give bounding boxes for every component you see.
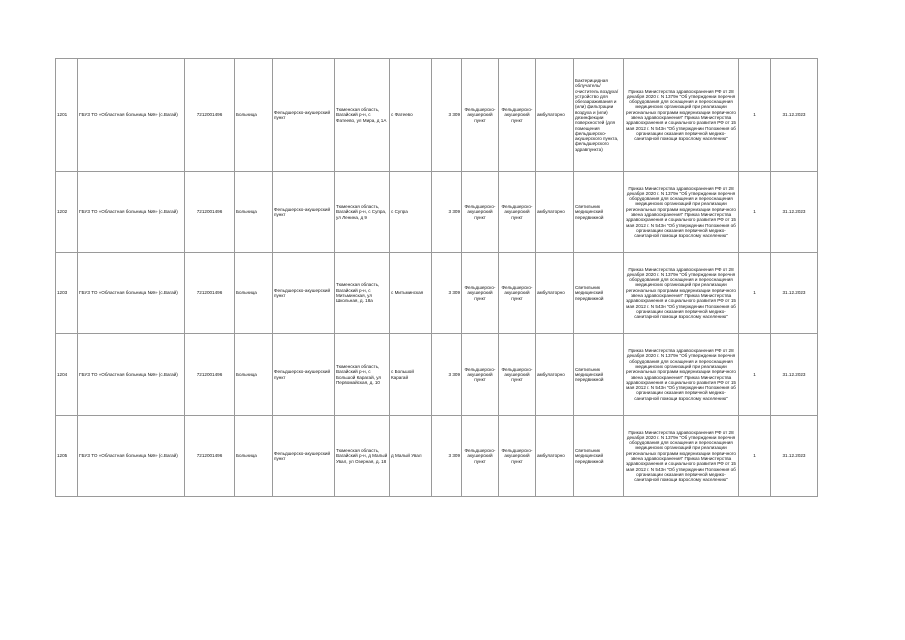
organization-kind: Больница: [235, 172, 273, 253]
inn-cell: 7212001496: [185, 59, 235, 172]
inn-cell: 7212001496: [185, 334, 235, 416]
quantity-cell: 1: [739, 416, 771, 497]
code-cell: 3 309: [432, 253, 462, 334]
care-condition-cell: амбулаторно: [536, 172, 574, 253]
unit-type-cell: Фельдшерско-акушерский пункт: [462, 59, 499, 172]
deadline-cell: 31.12.2023: [771, 253, 818, 334]
care-condition-cell: амбулаторно: [536, 253, 574, 334]
locality-cell: д Малый Увал: [390, 416, 432, 497]
deadline-cell: 31.12.2023: [771, 416, 818, 497]
care-condition-cell: амбулаторно: [536, 334, 574, 416]
equipment-cell: Бактерицидная облучатель/очиститель воздуха/устройство для обеззараживания и (или) фильтрации воздуха и (или) дезинфекции поверхностей (для помещения фельдшерско-акушерского пункта, фельдшерского здравпункта): [574, 59, 624, 172]
care-condition-cell: амбулаторно: [536, 416, 574, 497]
code-cell: 3 309: [432, 59, 462, 172]
legal-basis-cell: Приказ Министерства здравоохранения РФ от 28 декабря 2020 г. N 1379н "Об утверждении перечня оборудования для оснащения и переоснащения медицинских организаций при реализации региональных программ модернизации первичного звена здравоохранения" Приказ Министерства здравоохранения и социального развития РФ от 15 мая 2012 г. N 543н "Об утверждении Положения об организации оказания первичной медико-санитарной помощи взрослому населению": [624, 59, 739, 172]
table-row: [56, 416, 818, 497]
unit-type-cell: Фельдшерско-акушерский пункт: [462, 334, 499, 416]
legal-basis-cell: Приказ Министерства здравоохранения РФ от 28 декабря 2020 г. N 1379н "Об утверждении перечня оборудования для оснащения и переоснащения медицинских организаций при реализации региональных программ модернизации первичного звена здравоохранения" Приказ Министерства здравоохранения и социального развития РФ от 15 мая 2012 г. N 543н "Об утверждении Положения об организации оказания первичной медико-санитарной помощи взрослому населению": [624, 253, 739, 334]
organization-kind: Больница: [235, 59, 273, 172]
address-cell: Тюменская область, Вагайский р-н, д Малый Увал, ул Озерная, д. 18: [335, 416, 390, 497]
equipment-cell: Светильник медицинский передвижной: [574, 253, 624, 334]
quantity-cell: 1: [739, 59, 771, 172]
legal-basis-cell: Приказ Министерства здравоохранения РФ от 28 декабря 2020 г. N 1379н "Об утверждении перечня оборудования для оснащения и переоснащения медицинских организаций при реализации региональных программ модернизации первичного звена здравоохранения" Приказ Министерства здравоохранения и социального развития РФ от 15 мая 2012 г. N 543н "Об утверждении Положения об организации оказания первичной медико-санитарной помощи взрослому населению": [624, 172, 739, 253]
unit-subtype-cell: Фельдшерско-акушерский пункт: [499, 172, 536, 253]
row-number: 1204: [56, 334, 78, 416]
unit-type-cell: Фельдшерско-акушерский пункт: [462, 416, 499, 497]
organization-kind: Больница: [235, 334, 273, 416]
address-cell: Тюменская область, Вагайский р-н, с Большой Карагай, ул Первомайская, д. 10: [335, 334, 390, 416]
unit-name: Фельдшерско-акушерский пункт: [273, 416, 335, 497]
legal-basis-cell: Приказ Министерства здравоохранения РФ от 28 декабря 2020 г. N 1379н "Об утверждении перечня оборудования для оснащения и переоснащения медицинских организаций при реализации региональных программ модернизации первичного звена здравоохранения" Приказ Министерства здравоохранения и социального развития РФ от 15 мая 2012 г. N 543н "Об утверждении Положения об организации оказания первичной медико-санитарной помощи взрослому населению": [624, 416, 739, 497]
unit-type-cell: Фельдшерско-акушерский пункт: [462, 172, 499, 253]
address-cell: Тюменская область, Вагайский р-н, с Супра, ул Ленина, д 9: [335, 172, 390, 253]
deadline-cell: 31.12.2023: [771, 334, 818, 416]
locality-cell: с Большой Карагай: [390, 334, 432, 416]
organization-name: ГБУЗ ТО «Областная больница №9» (с.Вагай): [78, 334, 185, 416]
code-cell: 3 309: [432, 416, 462, 497]
unit-name: Фельдшерско-акушерский пункт: [273, 253, 335, 334]
legal-basis-cell: Приказ Министерства здравоохранения РФ от 28 декабря 2020 г. N 1379н "Об утверждении перечня оборудования для оснащения и переоснащения медицинских организаций при реализации региональных программ модернизации первичного звена здравоохранения" Приказ Министерства здравоохранения и социального развития РФ от 15 мая 2012 г. N 543н "Об утверждении Положения об организации оказания первичной медико-санитарной помощи взрослому населению": [624, 334, 739, 416]
unit-subtype-cell: Фельдшерско-акушерский пункт: [499, 59, 536, 172]
table-row: [56, 172, 818, 253]
organization-name: ГБУЗ ТО «Областная больница №9» (с.Вагай): [78, 59, 185, 172]
unit-type-cell: Фельдшерско-акушерский пункт: [462, 253, 499, 334]
equipment-table: [55, 58, 818, 497]
table-row: [56, 59, 818, 172]
row-number: 1202: [56, 172, 78, 253]
code-cell: 3 309: [432, 334, 462, 416]
locality-cell: с Фатеево: [390, 59, 432, 172]
quantity-cell: 1: [739, 172, 771, 253]
table-row: [56, 253, 818, 334]
inn-cell: 7212001496: [185, 416, 235, 497]
quantity-cell: 1: [739, 253, 771, 334]
address-cell: Тюменская область, Вагайский р-н, с Фатеево, ул Мира, д 1А: [335, 59, 390, 172]
organization-name: ГБУЗ ТО «Областная больница №9» (с.Вагай): [78, 253, 185, 334]
care-condition-cell: амбулаторно: [536, 59, 574, 172]
inn-cell: 7212001496: [185, 253, 235, 334]
quantity-cell: 1: [739, 334, 771, 416]
organization-name: ГБУЗ ТО «Областная больница №9» (с.Вагай): [78, 172, 185, 253]
table-row: [56, 334, 818, 416]
equipment-cell: Светильник медицинский передвижной: [574, 172, 624, 253]
organization-kind: Больница: [235, 416, 273, 497]
code-cell: 3 309: [432, 172, 462, 253]
row-number: 1205: [56, 416, 78, 497]
address-cell: Тюменская область, Вагайский р-н, с Митьминская, ул Школьная, д. 18а: [335, 253, 390, 334]
equipment-cell: Светильник медицинский передвижной: [574, 334, 624, 416]
unit-name: Фельдшерско-акушерский пункт: [273, 172, 335, 253]
organization-kind: Больница: [235, 253, 273, 334]
unit-name: Фельдшерско-акушерский пункт: [273, 334, 335, 416]
row-number: 1203: [56, 253, 78, 334]
locality-cell: с Супра: [390, 172, 432, 253]
unit-subtype-cell: Фельдшерско-акушерский пункт: [499, 253, 536, 334]
organization-name: ГБУЗ ТО «Областная больница №9» (с.Вагай): [78, 416, 185, 497]
unit-subtype-cell: Фельдшерско-акушерский пункт: [499, 334, 536, 416]
inn-cell: 7212001496: [185, 172, 235, 253]
locality-cell: с Митьминская: [390, 253, 432, 334]
row-number: 1201: [56, 59, 78, 172]
deadline-cell: 31.12.2023: [771, 172, 818, 253]
unit-subtype-cell: Фельдшерско-акушерский пункт: [499, 416, 536, 497]
unit-name: Фельдшерско-акушерский пункт: [273, 59, 335, 172]
equipment-cell: Светильник медицинский передвижной: [574, 416, 624, 497]
deadline-cell: 31.12.2023: [771, 59, 818, 172]
